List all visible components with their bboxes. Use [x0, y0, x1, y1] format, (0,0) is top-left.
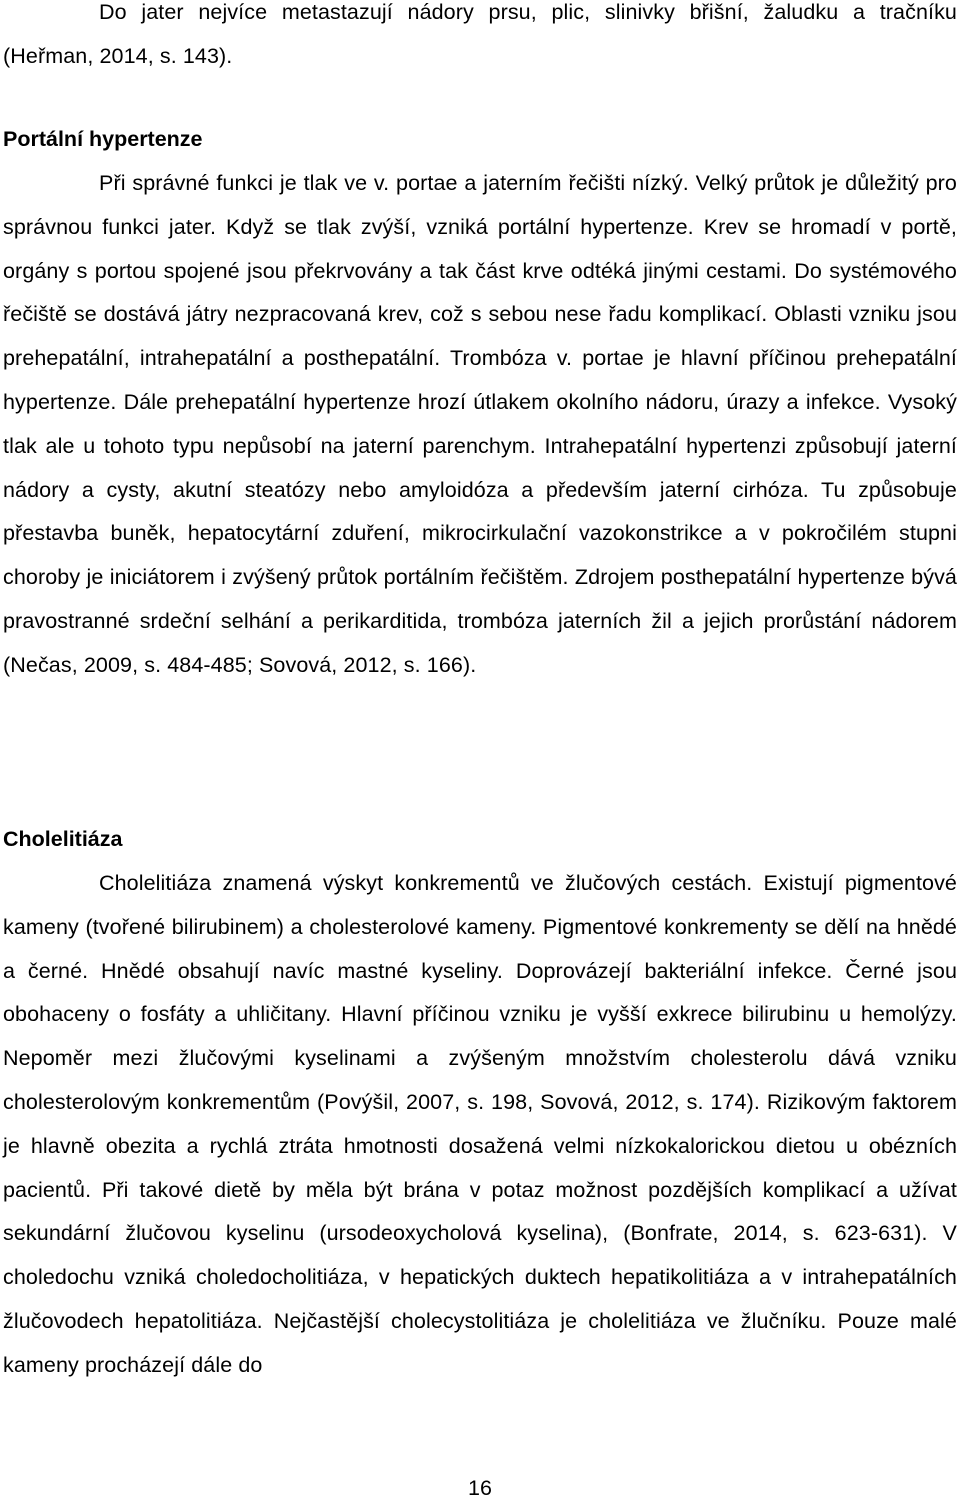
- page-number: 16: [468, 1476, 492, 1500]
- section-heading-portal-hypertension: Portální hypertenze: [3, 127, 203, 151]
- section-heading-cholelithiasis: Cholelitiáza: [3, 827, 123, 851]
- cholelithiasis-paragraph: Cholelitiáza znamená výskyt konkrementů ve žlučových cestách. Existují pigmentové kameny (tvořené bilirubinem) a cholesterolové kameny. Pigmentové konkrementy se dělí na hnědé a černé. Hnědé obsahují navíc mastné kyseliny. Doprovázejí bakteriální infekce. Černé jsou obohaceny o fosfáty a uhličitany. Hlavní příčinou vzniku je vyšší exkrece bilirubinu u hemolýzy. Nepoměr mezi žlučovými kyselinami a zvýšeným množstvím cholesterolu dává vzniku cholesterolovým konkrementům (Povýšil, 2007, s. 198, Sovová, 2012, s. 174). Rizikovým faktorem je hlavně obezita a rychlá ztráta hmotnosti dosažená velmi nízkokalorickou dietou u obézních pacientů. Při takové dietě by měla být brána v potaz možnost pozdějších komplikací a užívat sekundární žlučovou kyselinu (ursodeoxycholová kyselina), (Bonfrate, 2014, s. 623-631). V choledochu vzniká choledocholitiáza, v hepatických duktech hepatikolitiáza a v intrahepatálních žlučovodech hepatolitiáza. Nejčastější cholecystolitiáza je cholelitiáza ve žlučníku. Pouze malé kameny procházejí dále do: [3, 871, 957, 1377]
- portal-hypertension-paragraph: Při správné funkci je tlak ve v. portae a jaterním řečišti nízký. Velký průtok je důležitý pro správnou funkci jater. Když se tlak zvýší, vzniká portální hypertenze. Krev se hromadí v portě, orgány s portou spojené jsou překrvovány a tak část krve odtéká jinými cestami. Do systémového řečiště se dostává játry nezpracovaná krev, což s sebou nese řadu komplikací. Oblasti vzniku jsou prehepatální, intrahepatální a posthepatální. Trombóza v. portae je hlavní příčinou prehepatální hypertenze. Dále prehepatální hypertenze hrozí útlakem okolního nádoru, úrazy a infekce. Vysoký tlak ale u tohoto typu nepůsobí na jaterní parenchym. Intrahepatální hypertenzi způsobují jaterní nádory a cysty, akutní steatózy nebo amyloidóza a především jaterní cirhóza. Tu způsobuje přestavba buněk, hepatocytární zduření, mikrocirkulační vazokonstrikce a v pokročilém stupni choroby je iniciátorem i zvýšený průtok portálním řečištěm. Zdrojem posthepatální hypertenze bývá pravostranné srdeční selhání a perikarditida, trombóza jaterních žil a jejich prorůstání nádorem (Nečas, 2009, s. 484-485; Sovová, 2012, s. 166).: [3, 171, 957, 677]
- intro-paragraph: Do jater nejvíce metastazují nádory prsu, plic, slinivky břišní, žaludku a tračníku (Heřman, 2014, s. 143).: [3, 0, 957, 68]
